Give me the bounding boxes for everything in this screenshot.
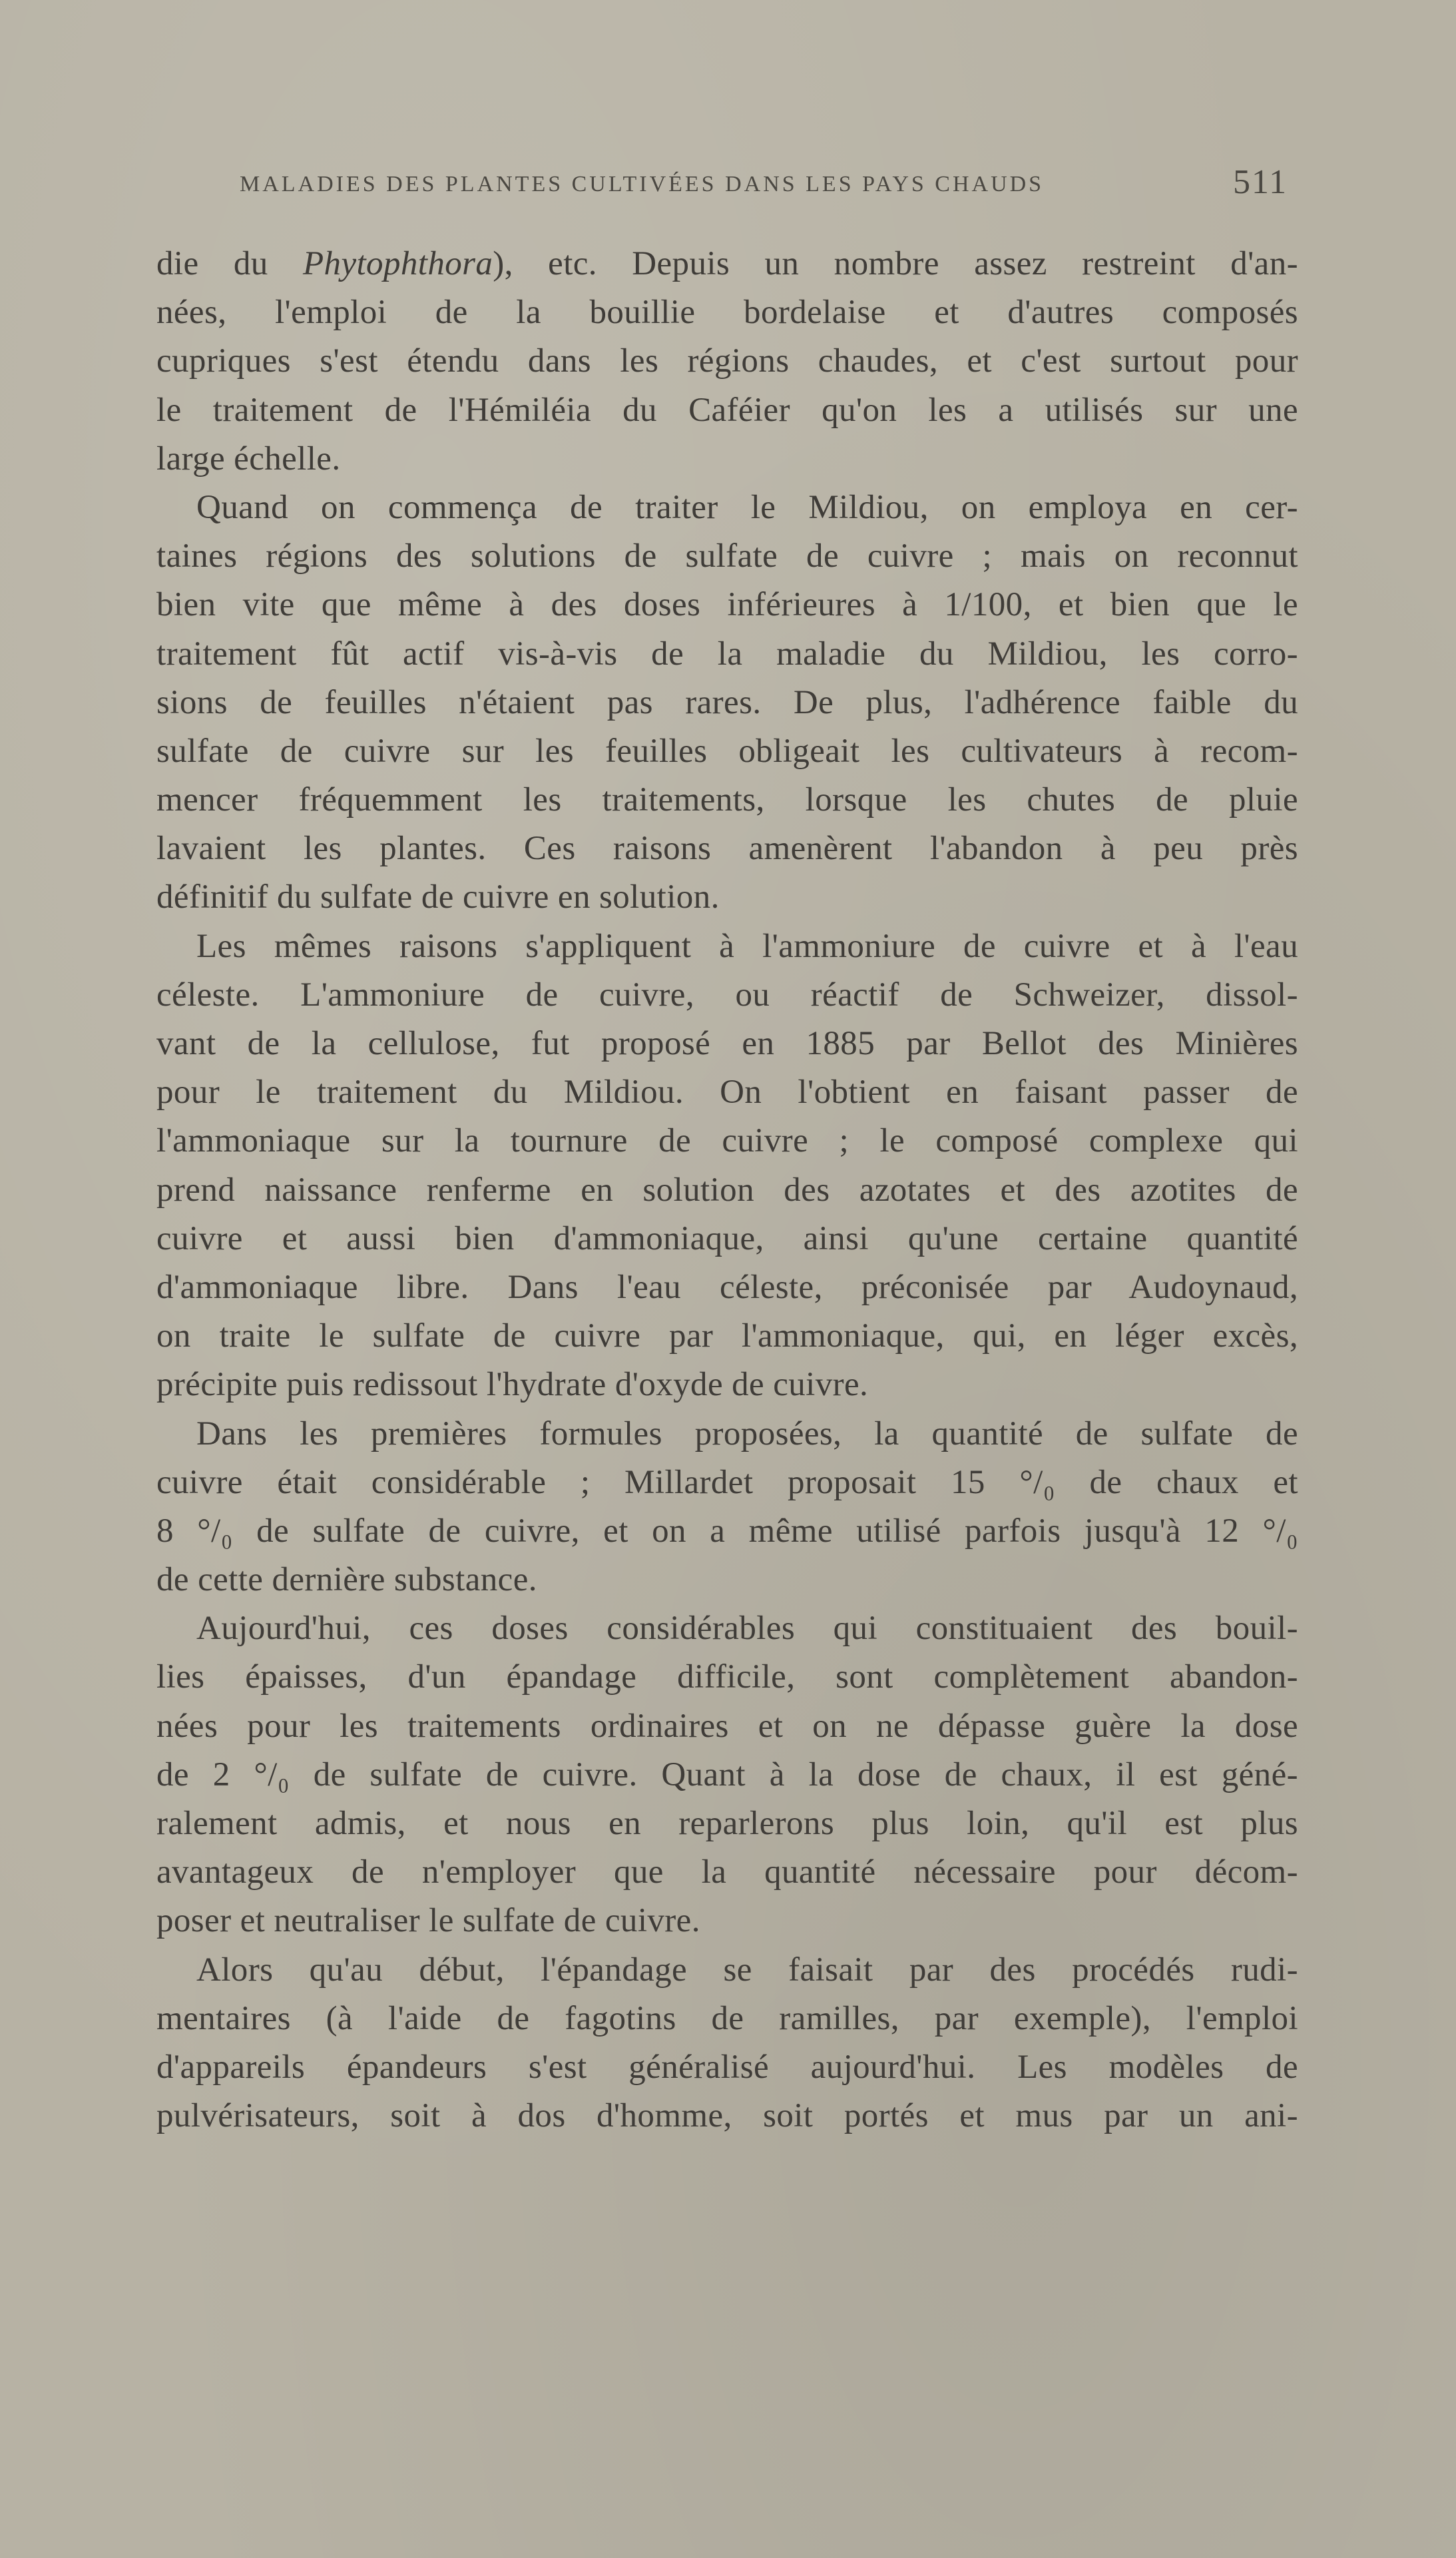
paragraph-start: Dans les premières formules proposées, la quantité de sulfate de — [196, 1415, 1298, 1452]
text-line: mentaires (à l'aide de fagotins de ramilles, par exemple), l'emploi — [156, 1999, 1298, 2037]
paragraph-start: Les mêmes raisons s'appliquent à l'ammoniure de cuivre et à l'eau — [196, 927, 1298, 965]
running-header-title: MALADIES DES PLANTES CULTIVÉES DANS LES PAYS CHAUDS — [240, 172, 1045, 196]
text-line: d'appareils épandeurs s'est généralisé aujourd'hui. Les modèles de — [156, 2048, 1298, 2086]
text-line: d'ammoniaque libre. Dans l'eau céleste, préconisée par Audoynaud, — [156, 1268, 1298, 1306]
text-line: sulfate de cuivre sur les feuilles obligeait les cultivateurs à recom- — [156, 732, 1298, 770]
text-line: vant de la cellulose, fut proposé en 1885 par Bellot des Minières — [156, 1025, 1298, 1062]
text-line: traitement fût actif vis-à-vis de la maladie du Mildiou, les corro- — [156, 635, 1298, 673]
page-number: 511 — [1233, 163, 1288, 201]
text-line: mencer fréquemment les traitements, lorsque les chutes de pluie — [156, 781, 1298, 819]
text-line: sions de feuilles n'étaient pas rares. De plus, l'adhérence faible du — [156, 683, 1298, 721]
text-line: pour le traitement du Mildiou. On l'obtient en faisant passer de — [156, 1074, 1298, 1112]
text-line: nées, l'emploi de la bouillie bordelaise et d'autres composés — [156, 294, 1298, 332]
text-line: céleste. L'ammoniure de cuivre, ou réactif de Schweizer, dissol- — [156, 976, 1298, 1014]
text-line: l'ammoniaque sur la tournure de cuivre ; le composé complexe qui — [156, 1122, 1298, 1160]
body-text — [156, 240, 1298, 2140]
text-line: bien vite que même à des doses inférieures à 1/100, et bien que le — [156, 586, 1298, 624]
text-line: le traitement de l'Hémiléia du Caféier qu'on les a utilisés sur une — [156, 391, 1298, 429]
paragraph-start: Quand on commença de traiter le Mildiou, on employa en cer- — [196, 488, 1298, 526]
text-line: définitif du sulfate de cuivre en solution. — [156, 878, 720, 916]
text-line: 8 °/₀ de sulfate de cuivre, et on a même utilisé parfois jusqu'à 12 °/₀ — [156, 1512, 1298, 1550]
text-line: de 2 °/₀ de sulfate de cuivre. Quant à la dose de chaux, il est géné- — [156, 1756, 1298, 1793]
text-line: poser et neutraliser le sulfate de cuivre. — [156, 1902, 700, 1940]
text-line: ralement admis, et nous en reparlerons plus loin, qu'il est plus — [156, 1805, 1298, 1842]
text-line: avantageux de n'employer que la quantité nécessaire pour décom- — [156, 1853, 1298, 1891]
text-line: prend naissance renferme en solution des azotates et des azotites de — [156, 1171, 1298, 1209]
text-line: cupriques s'est étendu dans les régions chaudes, et c'est surtout pour — [156, 342, 1298, 380]
paragraph-start: Aujourd'hui, ces doses considérables qui constituaient des bouil- — [196, 1610, 1298, 1648]
text-line: on traite le sulfate de cuivre par l'ammoniaque, qui, en léger excès, — [156, 1317, 1298, 1355]
paragraph-start: Alors qu'au début, l'épandage se faisait par des procédés rudi- — [196, 1951, 1298, 1989]
text-line: de cette dernière substance. — [156, 1561, 537, 1599]
text-line: large échelle. — [156, 440, 341, 478]
text-line: lies épaisses, d'un épandage difficile, sont complètement abandon- — [156, 1658, 1298, 1696]
text-line: die du Phytophthora), etc. Depuis un nombre assez restreint d'an- — [156, 245, 1298, 282]
text-line: pulvérisateurs, soit à dos d'homme, soit portés et mus par un ani- — [156, 2097, 1298, 2135]
text-line: cuivre et aussi bien d'ammoniaque, ainsi qu'une certaine quantité — [156, 1219, 1298, 1257]
text-line: précipite puis redissout l'hydrate d'oxyde de cuivre. — [156, 1366, 869, 1404]
text-line: nées pour les traitements ordinaires et on ne dépasse guère la dose — [156, 1707, 1298, 1745]
text-line: lavaient les plantes. Ces raisons amenèrent l'abandon à peu près — [156, 830, 1298, 868]
text-line: cuivre était considérable ; Millardet proposait 15 °/₀ de chaux et — [156, 1463, 1298, 1501]
text-line: taines régions des solutions de sulfate de cuivre ; mais on reconnut — [156, 537, 1298, 575]
